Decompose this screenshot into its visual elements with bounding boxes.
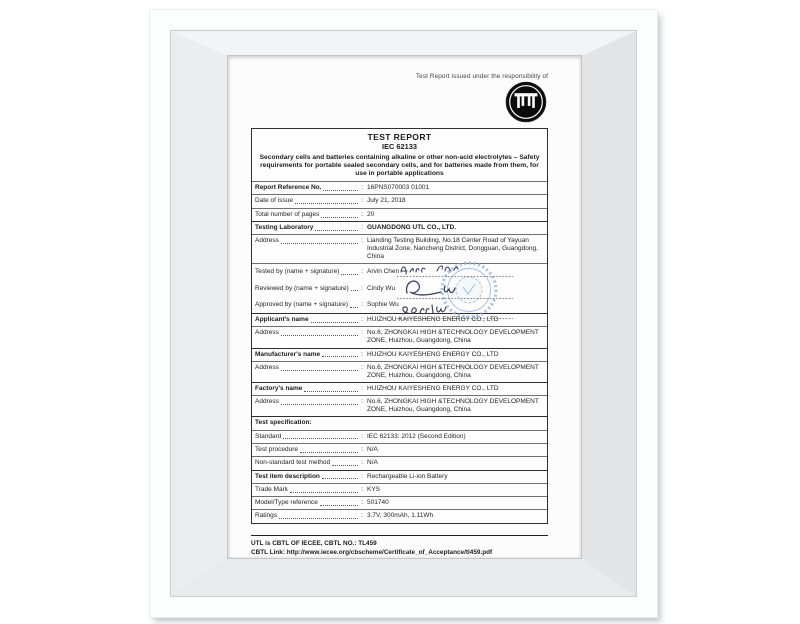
row-label: Standard [255,432,282,440]
row-colon: : [361,512,363,520]
footer-link-label: CBTL Link: [251,548,285,556]
row-value: KYS [367,485,381,493]
table-row [252,443,547,456]
dotted-leader [283,438,358,439]
table-row [252,509,547,522]
dotted-leader [321,217,358,218]
row-value: Sophie Wu [367,300,399,308]
report-rows [252,181,547,523]
row-colon: : [361,268,363,276]
dotted-leader [320,505,358,506]
row-value: HUIZHOU KAIYESHENG ENERGY CO., LTD [367,384,499,392]
report-paper [228,56,581,558]
table-row [252,348,547,361]
table-row [252,221,547,234]
table-row [252,361,547,382]
report-table [251,128,548,524]
row-label: Model/Type reference [255,499,318,507]
row-label: Test item description [255,472,320,480]
row-colon: : [361,384,363,392]
picture-frame [150,10,657,617]
row-label: Ratings [255,512,278,520]
row-label: Date of issue [255,197,293,205]
row-value: No.6, ZHONGKAI HIGH &TECHNOLOGY DEVELOPMENT ZONE, Huizhou, Guangdong, China [367,363,539,379]
row-value: No.6, ZHONGKAI HIGH &TECHNOLOGY DEVELOPMENT ZONE, Huizhou, Guangdong, China [367,398,539,414]
table-row [252,263,547,280]
row-colon: : [361,316,363,324]
row-colon: : [361,237,363,245]
row-colon: : [361,398,363,406]
row-label: Reviewed by (name + signature) [255,284,349,292]
row-colon: : [361,184,363,192]
dotted-leader [300,452,358,453]
issued-note: Test Report issued under the responsibility of [415,73,548,80]
table-row [252,297,547,313]
row-value: 501740 [367,499,389,507]
frame-bevel [171,31,636,596]
row-label: Testing Laboratory [255,224,314,232]
table-row [252,326,547,347]
row-label: Manufacturer's name [255,350,321,358]
row-label: Report Reference No. [255,184,322,192]
dotted-leader [290,492,358,493]
row-label: Non-standard test method [255,459,331,467]
dotted-leader [323,190,358,191]
row-colon: : [361,499,363,507]
table-row [252,382,547,395]
row-value: HUIZHOU KAIYESHENG ENERGY CO., LTD [367,350,499,358]
row-colon: : [361,284,363,292]
row-value: N/A [367,445,378,453]
table-row [252,430,547,443]
row-colon: : [361,350,363,358]
row-value: 20 [367,210,375,218]
row-label: Trade Mark [255,485,288,493]
row-colon: : [361,485,363,493]
report-header [252,129,547,181]
row-colon: : [361,300,363,308]
row-label: Address [255,363,279,371]
footer-cbtl-line: UTL is CBTL OF IECEE, CBTL NO.: TL459 [251,539,377,547]
table-row [252,416,547,429]
row-colon: : [361,329,363,337]
row-colon: : [361,459,363,467]
dotted-leader [341,274,358,275]
row-value: GUANGDONG UTL CO., LTD. [367,224,456,232]
row-colon: : [361,210,363,218]
utl-seal-icon [504,80,548,124]
row-value: Rechargeable Li-ion Battery [367,472,448,480]
row-label: Test procedure [255,445,298,453]
row-value: No.6, ZHONGKAI HIGH &TECHNOLOGY DEVELOPMENT ZONE, Huizhou, Guangdong, China [367,329,539,345]
report-footer [251,535,548,557]
dotted-leader [322,478,358,479]
row-colon: : [361,432,363,440]
table-row [252,483,547,496]
footer-link-url: http://www.iecee.org/cbscheme/Certificate_of_Acceptance/tl459.pdf [286,548,493,556]
table-row [252,313,547,326]
dotted-leader [281,335,358,336]
row-colon: : [361,472,363,480]
dotted-leader [281,243,358,244]
row-label: Address [255,398,279,406]
row-label: Test specification: [255,419,312,427]
row-value: HUIZHOU KAIYESHENG ENERGY CO., LTD [367,316,499,324]
row-value: July 21, 2018 [367,197,406,205]
row-value: IEC 62133: 2012 (Second Edition) [367,432,466,440]
row-value: Cindy Wu [367,284,396,292]
row-value: N/A [367,459,378,467]
report-subtitle: Secondary cells and batteries containing alkaline or other non-acid electrolytes – Safety requirements for portable sealed secondary cells, and for batteries made from them, for use in portable applications [259,153,540,178]
table-row [252,181,547,194]
row-label: Tested by (name + signature) [255,268,340,276]
report-title: TEST REPORT [367,132,432,142]
dotted-leader [281,370,358,371]
table-row [252,281,547,297]
row-value: 16PNS070003 01001 [367,184,430,192]
row-label: Address [255,329,279,337]
row-label: Total number of pages [255,210,320,218]
row-label: Applicant's name [255,316,309,324]
dotted-leader [279,518,358,519]
dotted-leader [322,356,358,357]
dotted-leader [350,307,358,308]
row-colon: : [361,445,363,453]
dotted-leader [295,203,358,204]
row-value: Arvin Chen [367,268,400,276]
dotted-leader [304,391,358,392]
row-label: Address [255,237,279,245]
table-row [252,470,547,483]
dotted-leader [315,230,358,231]
dotted-leader [281,404,358,405]
footer-link-line [251,548,548,557]
dotted-leader [351,290,358,291]
row-colon: : [361,224,363,232]
row-value: 3.7V, 300mAh, 1.11Wh [367,512,434,520]
table-row [252,456,547,469]
dotted-leader [311,322,358,323]
dotted-leader [332,465,358,466]
report-standard: IEC 62133 [382,141,417,151]
row-value: Lianding Testing Building, No.18 Center Road of Yayuan Industrial Zone, Nancheng District, Dongguan, Guangdong, China [367,237,538,260]
row-colon: : [361,197,363,205]
table-row [252,234,547,263]
row-label: Approved by (name + signature) [255,300,349,308]
table-row [252,194,547,207]
table-row [252,395,547,416]
table-row [252,496,547,509]
row-colon: : [361,363,363,371]
row-label: Factory's name [255,384,303,392]
table-row [252,208,547,221]
